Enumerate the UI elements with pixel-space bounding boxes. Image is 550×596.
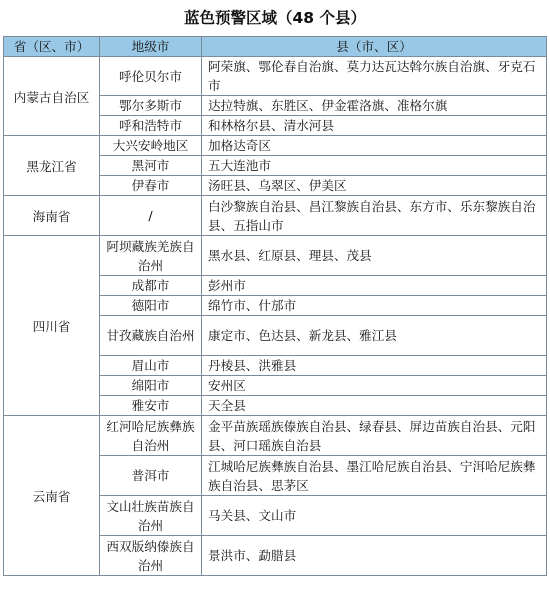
county-cell: 江城哈尼族彝族自治县、墨江哈尼族自治县、宁洱哈尼族彝族自治县、思茅区 <box>202 456 547 496</box>
province-cell: 云南省 <box>4 416 100 576</box>
table-row <box>4 236 547 276</box>
table-row <box>4 136 547 156</box>
city-cell: 伊春市 <box>100 176 202 196</box>
table-row <box>4 196 547 236</box>
province-cell: 内蒙古自治区 <box>4 57 100 136</box>
province-cell: 海南省 <box>4 196 100 236</box>
city-cell: 阿坝藏族羌族自治州 <box>100 236 202 276</box>
county-cell: 阿荣旗、鄂伦春自治旗、莫力达瓦达斡尔族自治旗、牙克石市 <box>202 57 547 96</box>
county-cell: 彭州市 <box>202 276 547 296</box>
header-county: 县（市、区） <box>202 37 547 57</box>
county-cell: 金平苗族瑶族傣族自治县、绿春县、屏边苗族自治县、元阳县、河口瑶族自治县 <box>202 416 547 456</box>
county-cell: 绵竹市、什邡市 <box>202 296 547 316</box>
warning-table <box>3 36 547 576</box>
city-cell: 文山壮族苗族自治州 <box>100 496 202 536</box>
county-cell: 五大连池市 <box>202 156 547 176</box>
county-cell: 安州区 <box>202 376 547 396</box>
city-cell: 大兴安岭地区 <box>100 136 202 156</box>
county-cell: 天全县 <box>202 396 547 416</box>
page-title: 蓝色预警区域（48 个县） <box>184 9 366 27</box>
city-cell: 眉山市 <box>100 356 202 376</box>
county-cell: 康定市、色达县、新龙县、雅江县 <box>202 316 547 356</box>
county-cell: 达拉特旗、东胜区、伊金霍洛旗、准格尔旗 <box>202 96 547 116</box>
city-cell: 绵阳市 <box>100 376 202 396</box>
table-row <box>4 57 547 96</box>
header-city: 地级市 <box>100 37 202 57</box>
city-cell: 成都市 <box>100 276 202 296</box>
city-cell: 雅安市 <box>100 396 202 416</box>
county-cell: 白沙黎族自治县、昌江黎族自治县、东方市、乐东黎族自治县、五指山市 <box>202 196 547 236</box>
county-cell: 景洪市、勐腊县 <box>202 536 547 576</box>
city-cell: 呼和浩特市 <box>100 116 202 136</box>
table-row <box>4 416 547 456</box>
county-cell: 汤旺县、乌翠区、伊美区 <box>202 176 547 196</box>
city-cell: 红河哈尼族彝族自治州 <box>100 416 202 456</box>
table-header-row <box>4 37 547 57</box>
city-cell: / <box>100 196 202 236</box>
city-cell: 德阳市 <box>100 296 202 316</box>
city-cell: 甘孜藏族自治州 <box>100 316 202 356</box>
county-cell: 加格达奇区 <box>202 136 547 156</box>
city-cell: 黑河市 <box>100 156 202 176</box>
city-cell: 普洱市 <box>100 456 202 496</box>
city-cell: 呼伦贝尔市 <box>100 57 202 96</box>
province-cell: 黑龙江省 <box>4 136 100 196</box>
county-cell: 马关县、文山市 <box>202 496 547 536</box>
province-cell: 四川省 <box>4 236 100 416</box>
header-province: 省（区、市） <box>4 37 100 57</box>
county-cell: 黑水县、红原县、理县、茂县 <box>202 236 547 276</box>
city-cell: 鄂尔多斯市 <box>100 96 202 116</box>
county-cell: 丹棱县、洪雅县 <box>202 356 547 376</box>
city-cell: 西双版纳傣族自治州 <box>100 536 202 576</box>
county-cell: 和林格尔县、清水河县 <box>202 116 547 136</box>
